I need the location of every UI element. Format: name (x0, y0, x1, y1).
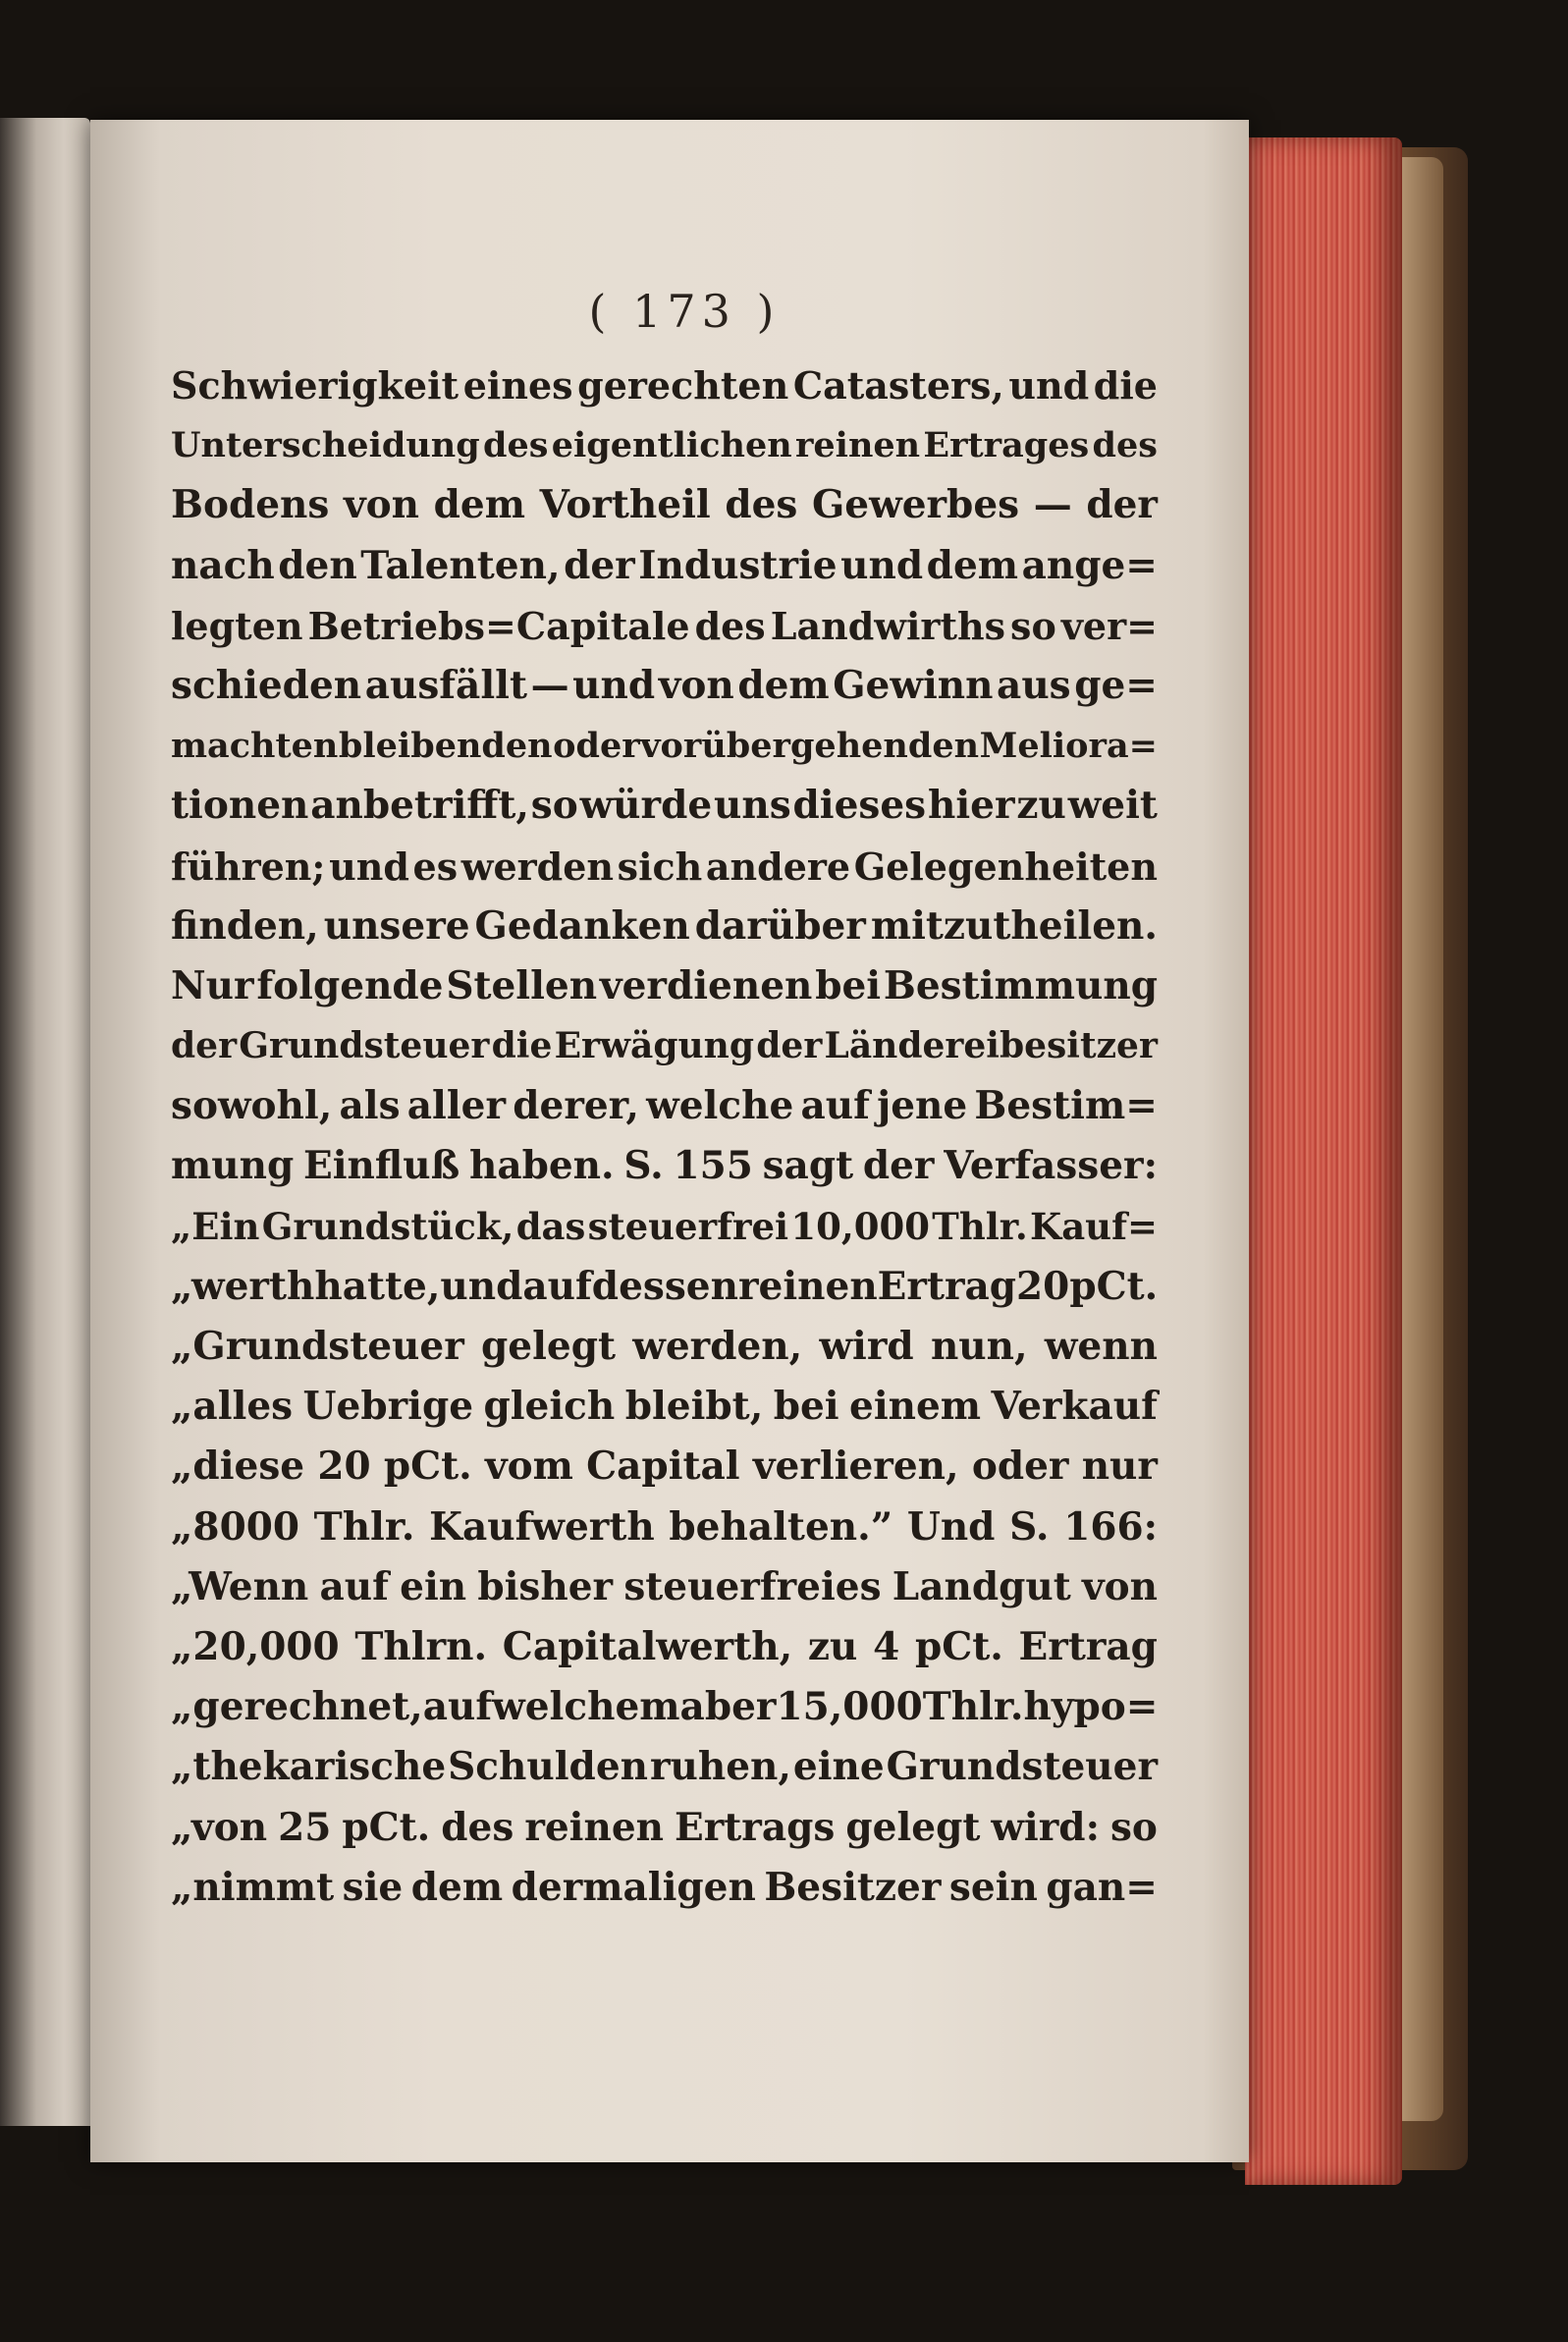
text-line: sowohl, als aller derer, welche auf jene Bestim= (171, 1083, 1158, 1129)
text-line: „diese 20 pCt. vom Capital verlieren, oder nur (171, 1443, 1158, 1490)
text-line: machten bleibenden oder vorübergehenden Meliora= (171, 726, 1158, 767)
text-line: „8000 Thlr. Kaufwerth behalten.” Und S. 166: (171, 1503, 1158, 1550)
text-line: mung Einfluß haben. S. 155 sagt der Verfasser: (171, 1143, 1158, 1189)
page-body (171, 355, 1158, 1918)
text-line: „Wenn auf ein bisher steuerfreies Landgut von (171, 1563, 1158, 1609)
text-line: nach den Talenten, der Industrie und dem ange= (171, 542, 1158, 588)
text-line: „20,000 Thlrn. Capitalwerth, zu 4 pCt. Ertrag (171, 1623, 1158, 1669)
book-page (90, 120, 1249, 2162)
text-line: der Grundsteuer die Erwägung der Ländereibesitzer (171, 1025, 1158, 1067)
text-line: tionen anbetrifft, so würde uns dieses hier zu weit (171, 783, 1158, 829)
text-line: schieden ausfällt — und von dem Gewinn aus ge= (171, 662, 1158, 708)
text-line: Unterscheidung des eigentlichen reinen Ertrages des (171, 425, 1158, 466)
text-line: finden, unsere Gedanken darüber mitzutheilen. (171, 902, 1158, 949)
page-number: ( 173 ) (588, 285, 781, 338)
text-line: „gerechnet, auf welchem aber 15,000 Thlr. hypo= (171, 1684, 1159, 1730)
text-line: „werth hatte, und auf dessen reinen Ertrag 20 pCt. (171, 1263, 1159, 1309)
facing-page-edge (0, 118, 90, 2126)
text-line: „alles Uebrige gleich bleibt, bei einem Verkauf (171, 1384, 1158, 1430)
text-line: „von 25 pCt. des reinen Ertrags gelegt wird: so (171, 1804, 1158, 1850)
text-line: Nur folgende Stellen verdienen bei Bestimmung (171, 962, 1158, 1008)
text-line: Bodens von dem Vortheil des Gewerbes — der (171, 482, 1158, 528)
text-line: „nimmt sie dem dermaligen Besitzer sein gan= (171, 1864, 1158, 1910)
red-page-edges (1245, 137, 1402, 2185)
text-line: „thekarische Schulden ruhen, eine Grundsteuer (171, 1744, 1158, 1790)
text-line: legten Betriebs=Capitale des Landwirths so ver= (171, 603, 1158, 648)
text-line: Schwierigkeit eines gerechten Catasters, und die (171, 363, 1158, 408)
text-line: „Grundsteuer gelegt werden, wird nun, wenn (171, 1324, 1158, 1369)
text-line: „Ein Grundstück, das steuerfrei 10,000 Thlr. Kauf= (171, 1204, 1158, 1248)
text-line: führen; und es werden sich andere Gelegenheiten (171, 844, 1158, 889)
